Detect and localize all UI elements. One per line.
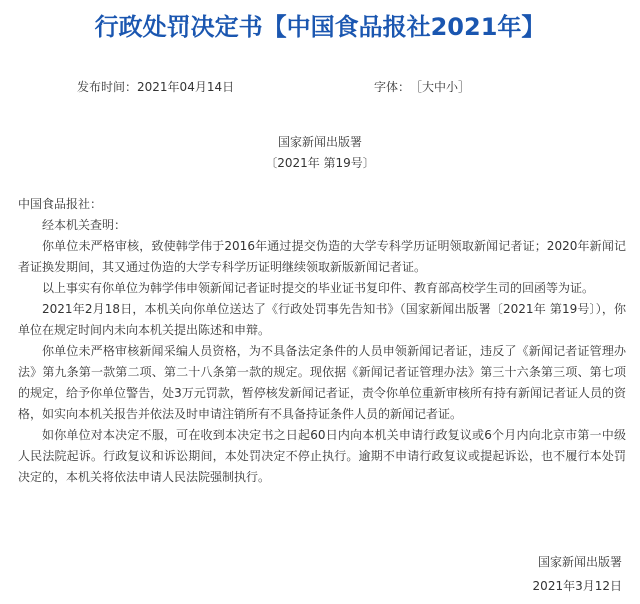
body-paragraph: 如你单位对本决定不服，可在收到本决定书之日起60日内向本机关申请行政复议或6个月内向北京市第一中级人民法院起诉。行政复议和诉讼期间，本处罚决定不停止执行。逾期不申请行政复议或提起诉讼，也不履行本处罚决定的，本机关将依法申请人民法院强制执行。 xyxy=(18,428,626,484)
font-size-options[interactable]: ［大中小］ xyxy=(410,80,471,94)
document-body xyxy=(18,194,626,488)
font-size-control xyxy=(374,79,470,95)
publish-label: 发布时间： xyxy=(77,80,138,94)
document-number: 〔2021年 第19号〕 xyxy=(265,156,375,170)
body-paragraph: 经本机关查明： xyxy=(42,218,127,232)
signature-organization: 国家新闻出版署 xyxy=(537,555,622,569)
publish-date: 2021年04月14日 xyxy=(137,80,235,94)
publish-info xyxy=(77,79,234,95)
body-paragraph: 你单位未严格审核，致使韩学伟于2016年通过提交伪造的大学专科学历证明领取新闻记者证；2020年新闻记者证换发期间，其又通过伪造的大学专科学历证明继续领取新版新闻记者证。 xyxy=(18,239,626,274)
salutation: 中国食品报社： xyxy=(18,197,103,211)
issuing-authority: 国家新闻出版署 xyxy=(277,135,362,149)
body-paragraph: 2021年2月18日，本机关向你单位送达了《行政处罚事先告知书》（国家新闻出版署〔2021年 第19号〕），你单位在规定时间内未向本机关提出陈述和申辩。 xyxy=(18,302,626,337)
signature-date: 2021年3月12日 xyxy=(532,579,622,593)
page-title: 行政处罚决定书【中国食品报社2021年】 xyxy=(94,13,546,41)
body-paragraph: 以上事实有你单位为韩学伟申领新闻记者证时提交的毕业证书复印件、教育部高校学生司的回函等为证。 xyxy=(42,281,595,295)
body-paragraph: 你单位未严格审核新闻采编人员资格，为不具备法定条件的人员申领新闻记者证，违反了《新闻记者证管理办法》第九条第一款第二项、第二十八条第一款的规定。现依据《新闻记者证管理办法》第三十六条第三项、第七项的规定，给予你单位警告，处3万元罚款，暂停核发新闻记者证，责令你单位重新审核所有持有新闻记者证人员的资格，如实向本机关报告并依法及时申请注销所有不具备持证条件人员的新闻记者证。 xyxy=(18,344,626,421)
font-label: 字体： xyxy=(374,80,411,94)
